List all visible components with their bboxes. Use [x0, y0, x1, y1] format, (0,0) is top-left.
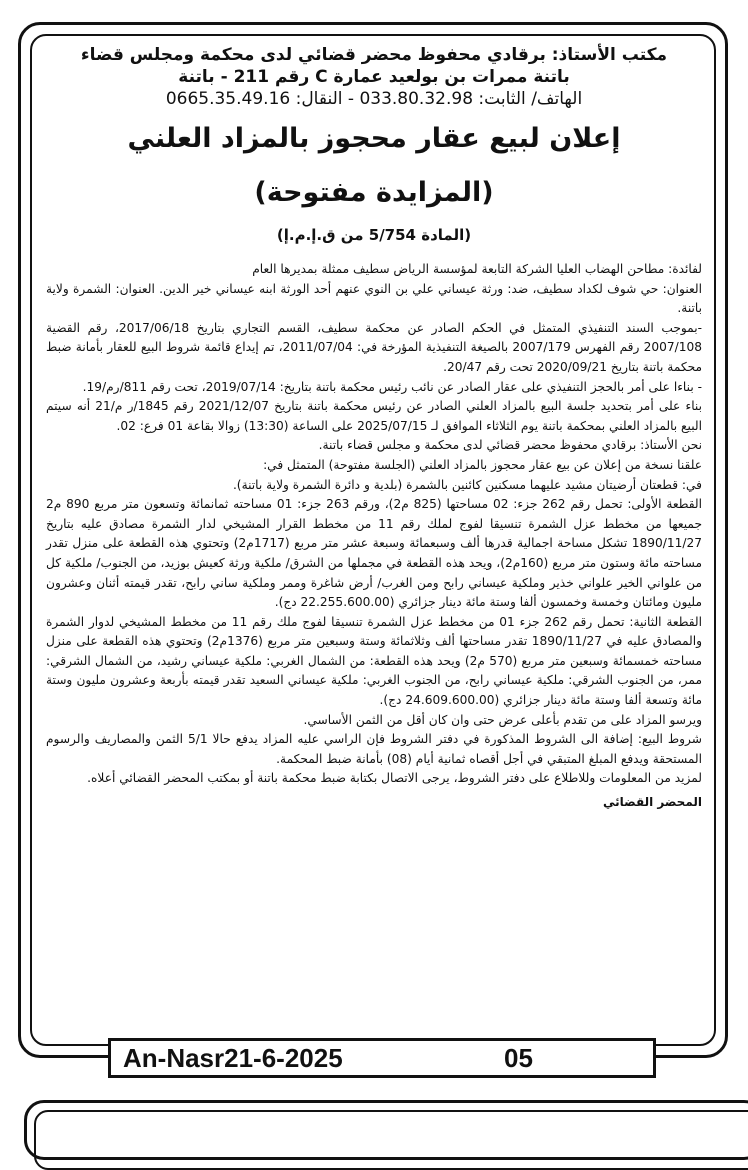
- next-announcement-inner-border: [34, 1110, 748, 1170]
- paragraph: شروط البيع: إضافة الى الشروط المذكورة في دفتر الشروط فإن الراسي عليه المزاد يدفع حالا 5/1 الثمن والمصاريف والرسوم المستحقة ويدفع المبلغ المتبقي في أجل أقصاه ثمانية أيام (08) بأمانة ضبط المحكمة.: [46, 732, 702, 766]
- paragraph: نحن الأستاذ: برقادي محفوظ محضر قضائي لدى محكمة و مجلس قضاء باتنة.: [318, 438, 702, 453]
- footer-bar: [108, 1038, 656, 1078]
- announcement-title: إعلان لبيع عقار محجوز بالمزاد العلني: [127, 123, 621, 154]
- paragraph: العنوان: حي شوف لكداد سطيف، ضد: ورثة عيساني علي بن النوي عنهم أحد الورثة ابنه عيساني خير الدين. العنوان: الشمرة ولاية باتنة.: [46, 281, 702, 316]
- address-line: باتنة ممرات بن بولعيد عمارة C رقم 211 - باتنة: [178, 67, 570, 87]
- paragraph: القطعة الأولى: تحمل رقم 262 جزء: 02 مساحتها (825 م2)، ورقم 263 جزء: 01 مساحته ثمانمائة وتسعون متر مربع 890 م2 جميعها من مخطط عزل الشمرة تنسيقا لفوج لملك رقم 11 من مخطط القرار المشيخي لدار الشمرة مصادق عليه بتاريخ 1890/11/27 تشكل مساحة اجمالية قدرها ألف وسبعمائة وسبعة عشر متر مربع (1717م2) وتحتوي هذه القطعة على منزل تقدر مساحته مائة وستون متر مربع (160م2)، ويحد هذه القطعة في مجملها من الشرق/ ملكية ورثة كعيش بوزيد، من الجنوب/ ملكية كل من علواني الخير علواني خذير وملكية عيساني رابح ومن الغرب/ أرض شاغرة وممر وملكية ساني رابح، تقدر قيمته أثنان وعشرون مليون ومائتان وخمسة وخمسون ألفا وستة مائة دينار جزائري (22.255.600.00 دج).: [46, 497, 703, 610]
- signature: المحضر القضائي: [602, 795, 702, 810]
- announcement-subtitle: (المزايدة مفتوحة): [254, 177, 494, 208]
- phones-line: الهاتف/ الثابت: 033.80.32.98 - النقال: 0665.35.49.16: [165, 89, 583, 109]
- page-number: 05: [504, 1043, 533, 1073]
- paragraph: لفائدة: مطاحن الهضاب العليا الشركة التابعة لمؤسسة الرياض سطيف ممثلة بمديرها العام: [252, 262, 702, 276]
- paragraph: في: قطعتان أرضيتان مشيد عليهما مسكنين كائنين بالشمرة (بلدية و دائرة الشمرة ولاية باتنة).: [232, 477, 702, 492]
- paragraph: - بناءا على أمر بالحجز التنفيذي على عقار الصادر عن نائب رئيس محكمة باتنة بتاريخ: 2019/07/14، تحت رقم 811/رم/19.: [82, 379, 702, 394]
- newspaper-reference: An-Nasr21-6-2025: [123, 1043, 343, 1073]
- paragraph: لمزيد من المعلومات وللاطلاع على دفتر الشروط، يرجى الاتصال بكتابة ضبط محكمة باتنة أو بمكتب المحضر القضائي أعلاه.: [87, 771, 702, 786]
- announcement-body: [46, 260, 702, 789]
- legal-article: (المادة 5/754 من ق.إ.م.إ): [276, 226, 472, 244]
- office-line: مكتب الأستاذ: برقادي محفوظ محضر قضائي لدى محكمة ومجلس قضاء: [80, 45, 668, 65]
- paragraph: ويرسو المزاد على من تقدم بأعلى عرض حتى وان كان أقل من الثمن الأساسي.: [303, 712, 702, 727]
- announcement: [46, 44, 702, 809]
- paragraph: علقنا نسخة من إعلان عن بيع عقار محجوز بالمزاد العلني (الجلسة مفتوحة) المتمثل في:: [263, 457, 702, 472]
- paragraph: بناء على أمر بتحديد جلسة البيع بالمزاد العلني الصادر عن رئيس محكمة باتنة بتاريخ 2021/12/07 رقم 1845/ر م/21 أنه سيتم البيع بالمزاد العلني بمحكمة باتنة يوم الثلاثاء الموافق لـ 2025/07/15 على الساعة (13:30) زوالا بقاعة 01 فرع: 02.: [46, 399, 702, 433]
- paragraph: القطعة الثانية: تحمل رقم 262 جزء 01 من مخطط عزل الشمرة تنسيقا لفوج ملك رقم 11 من مخطط المشيخي لدوار الشمرة والمصادق عليه في 1890/11/27 تقدر مساحتها ألف وثلاثمائة وستة وسبعين متر مربع (1376م2) وتحتوي هذه القطعة على منزل مساحته خمسمائة وسبعين متر مربع (570 م2) ويحد هذه القطعة: من الشمال الغربي: ملكية عيساني رشيد، من الشمال الشرقي: ممر، من الجنوب الشرقي: ملكية عيساني رابح، من الجنوب الغربي: ملكية عيساني السعيد تقدر قيمته بأربعة وعشرون مليون وستة مائة وتسعة ألفا وستة مائة دينار جزائري (24.609.600.00 دج).: [46, 614, 703, 708]
- paragraph: -بموجب السند التنفيذي المتمثل في الحكم الصادر عن محكمة سطيف، القسم التجاري بتاريخ 2017/06/18، رقم القضية 2007/108 رقم الفهرس 2007/179 بالصيغة التنفيذية المؤرخة في: 2011/07/04، تم إيداع قائمة شروط البيع للعقار بأمانة ضبط محكمة باتنة بتاريخ 2020/09/21 تحت رقم 20/47.: [46, 320, 702, 374]
